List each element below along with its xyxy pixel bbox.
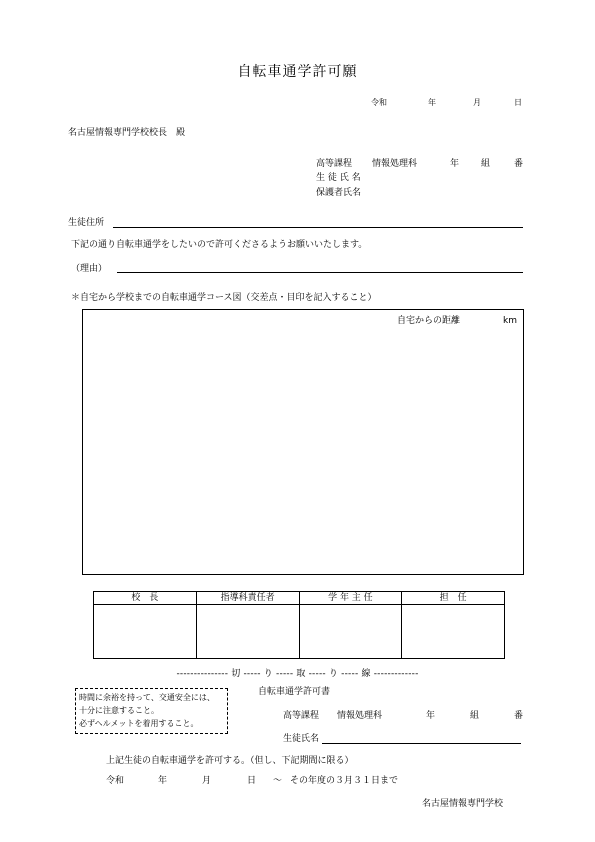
- permit-class: 組: [470, 711, 480, 721]
- address-label: 生徒住所: [68, 218, 105, 228]
- notice-box: [75, 688, 228, 734]
- addressee: 名古屋情報専門学校校長 殿: [68, 128, 186, 138]
- approval-stamp-dept-head[interactable]: [196, 605, 299, 659]
- permit-student-name-label: 生徒氏名: [283, 734, 320, 744]
- approval-header-grade-head: 学 年 主 任: [299, 592, 402, 605]
- notice-line-3: 必ずヘルメットを着用すること。: [79, 719, 199, 728]
- approval-header-homeroom: 担 任: [402, 592, 505, 605]
- period-year: 年: [158, 776, 168, 786]
- issuer: 名古屋情報専門学校: [422, 799, 504, 809]
- student-course: 高等課程: [316, 159, 353, 169]
- notice-line-2: 十分に注意すること。: [79, 706, 159, 715]
- date-month: 月: [473, 98, 481, 107]
- permit-title: 自転車通学許可書: [258, 687, 331, 697]
- distance-unit: km: [503, 316, 517, 326]
- period-era: 令和: [106, 776, 125, 786]
- distance-label: 自宅からの距離: [397, 316, 461, 326]
- student-year: 年: [450, 159, 460, 169]
- date-year: 年: [428, 98, 436, 107]
- permit-department: 情報処理科: [337, 711, 383, 721]
- permit-course: 高等課程: [283, 711, 320, 721]
- period-month: 月: [202, 776, 212, 786]
- student-class: 組: [481, 159, 491, 169]
- cut-line: --------------- 切 ----- り ----- 取 ----- り ----- 線 -------------: [176, 669, 419, 679]
- request-text: 下記の通り自転車通学をしたいので許可くださるようお願いいたします。: [71, 240, 368, 250]
- notice-line-1: 時間に余裕を持って、交通安全には、: [79, 693, 215, 702]
- approval-header-dept-head: 指導科責任者: [196, 592, 299, 605]
- route-map-box[interactable]: [82, 309, 524, 575]
- date-day: 日: [514, 98, 522, 107]
- permit-year: 年: [426, 711, 436, 721]
- approval-stamp-principal[interactable]: [94, 605, 197, 659]
- period-tilde: ～: [273, 776, 283, 786]
- permit-name-underline: [322, 743, 521, 744]
- approval-table: [93, 591, 505, 659]
- approval-header-principal: 校 長: [94, 592, 197, 605]
- period-until: その年度の３月３１日まで: [290, 776, 399, 786]
- period-day: 日: [247, 776, 257, 786]
- approval-stamp-homeroom[interactable]: [402, 605, 505, 659]
- permission-text: 上記生徒の自転車通学を許可する。（但し、下記期間に限る）: [106, 756, 354, 766]
- guardian-name-label: 保護者氏名: [316, 188, 362, 198]
- student-name-label: 生 徒 氏 名: [316, 173, 361, 183]
- student-number: 番: [514, 159, 524, 169]
- reason-label: （理由）: [71, 264, 108, 274]
- address-underline: [113, 227, 523, 228]
- date-era: 令和: [371, 98, 387, 107]
- route-caption: ＊自宅から学校までの自転車通学コース図（交差点・目印を記入すること）: [71, 293, 377, 303]
- reason-underline: [117, 272, 523, 273]
- document-title: 自転車通学許可願: [237, 64, 358, 80]
- permit-number: 番: [514, 711, 524, 721]
- student-department: 情報処理科: [372, 159, 418, 169]
- approval-stamp-grade-head[interactable]: [299, 605, 402, 659]
